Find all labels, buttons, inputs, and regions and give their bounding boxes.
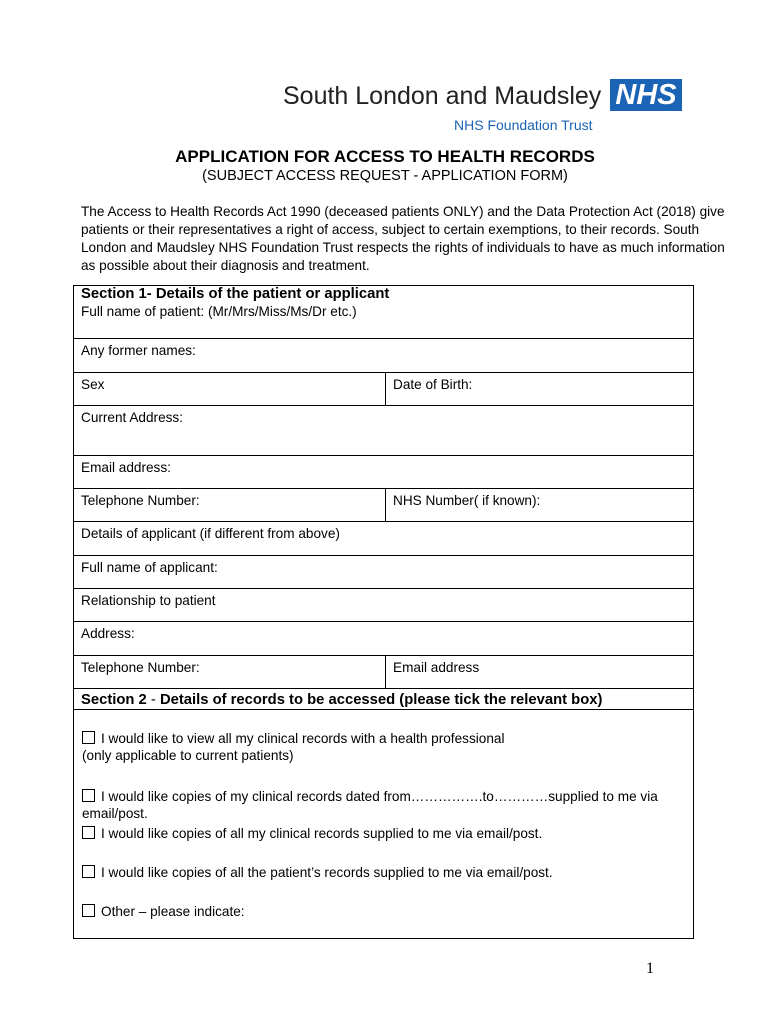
section2-header [74, 688, 693, 709]
section1-header [74, 286, 693, 304]
org-logo-sub: NHS Foundation Trust [454, 117, 593, 133]
label: Telephone Number: [81, 660, 200, 675]
option-view-records[interactable] [82, 730, 504, 764]
option-label: I would like copies of my clinical records dated from…………….to…………supplied to me via [101, 789, 658, 804]
intro-paragraph: The Access to Health Records Act 1990 (deceased patients ONLY) and the Data Protection Act (2018) give patients or their representatives a right of access, subject to certain exemptions, to their records. South London and Maudsley NHS Foundation Trust respects the rights of individuals to have as much information as possible about their diagnosis and treatment. [81, 204, 725, 273]
label: Full name of patient: (Mr/Mrs/Miss/Ms/Dr etc.) [81, 304, 357, 319]
field-email[interactable] [74, 455, 693, 488]
field-telephone-nhs[interactable] [74, 488, 693, 521]
label: NHS Number( if known): [393, 493, 541, 508]
form-table [73, 285, 694, 939]
label: Sex [81, 377, 105, 392]
field-relationship[interactable] [74, 588, 693, 621]
field-applicant-address[interactable] [74, 621, 693, 655]
nhs-logo: NHS [610, 79, 682, 111]
page-number: 1 [646, 960, 654, 977]
label: Address: [81, 626, 135, 641]
section2-heading-part1: Section 2 [81, 692, 147, 708]
section1-heading: Section 1- Details of the patient or applicant [81, 286, 390, 302]
section2-heading [81, 692, 602, 708]
option-note: email/post. [82, 806, 148, 821]
checkbox[interactable] [82, 789, 95, 802]
option-copies-dated[interactable] [82, 788, 658, 822]
label: Current Address: [81, 410, 183, 425]
divider [385, 656, 386, 688]
page-title: APPLICATION FOR ACCESS TO HEALTH RECORDS [175, 147, 595, 166]
option-note: (only applicable to current patients) [82, 748, 294, 763]
label: Telephone Number: [81, 493, 200, 508]
org-logo-name: South London and Maudsley [283, 82, 602, 110]
option-label: I would like copies of all my clinical records supplied to me via email/post. [101, 826, 543, 841]
option-copies-all-mine[interactable] [82, 825, 542, 842]
option-other[interactable] [82, 903, 245, 920]
divider [385, 489, 386, 521]
field-applicant-name[interactable] [74, 555, 693, 588]
field-former-names[interactable] [74, 338, 693, 372]
checkbox[interactable] [82, 865, 95, 878]
label: Full name of applicant: [81, 560, 218, 575]
option-label: Other – please indicate: [101, 904, 245, 919]
field-applicant-phone-email[interactable] [74, 655, 693, 688]
label: Details of applicant (if different from above) [81, 526, 340, 541]
section2-heading-part2: Details of records to be accessed (please tick the relevant box) [159, 692, 603, 708]
label: Date of Birth: [393, 377, 473, 392]
field-full-name[interactable] [74, 303, 693, 338]
option-copies-patient[interactable] [82, 864, 553, 881]
section2-heading-sep: - [146, 692, 160, 708]
option-label: I would like to view all my clinical records with a health professional [101, 731, 505, 746]
page-subtitle: (SUBJECT ACCESS REQUEST - APPLICATION FORM) [202, 168, 568, 184]
checkbox[interactable] [82, 731, 95, 744]
option-label: I would like copies of all the patient’s records supplied to me via email/post. [101, 865, 553, 880]
field-applicant-details [74, 521, 693, 555]
field-address[interactable] [74, 405, 693, 455]
checkbox[interactable] [82, 904, 95, 917]
label: Email address [393, 660, 480, 675]
divider [385, 373, 386, 405]
label: Relationship to patient [81, 593, 216, 608]
checkbox[interactable] [82, 826, 95, 839]
field-sex-dob[interactable] [74, 372, 693, 405]
section2-options [74, 709, 693, 940]
label: Any former names: [81, 343, 196, 358]
label: Email address: [81, 460, 171, 475]
